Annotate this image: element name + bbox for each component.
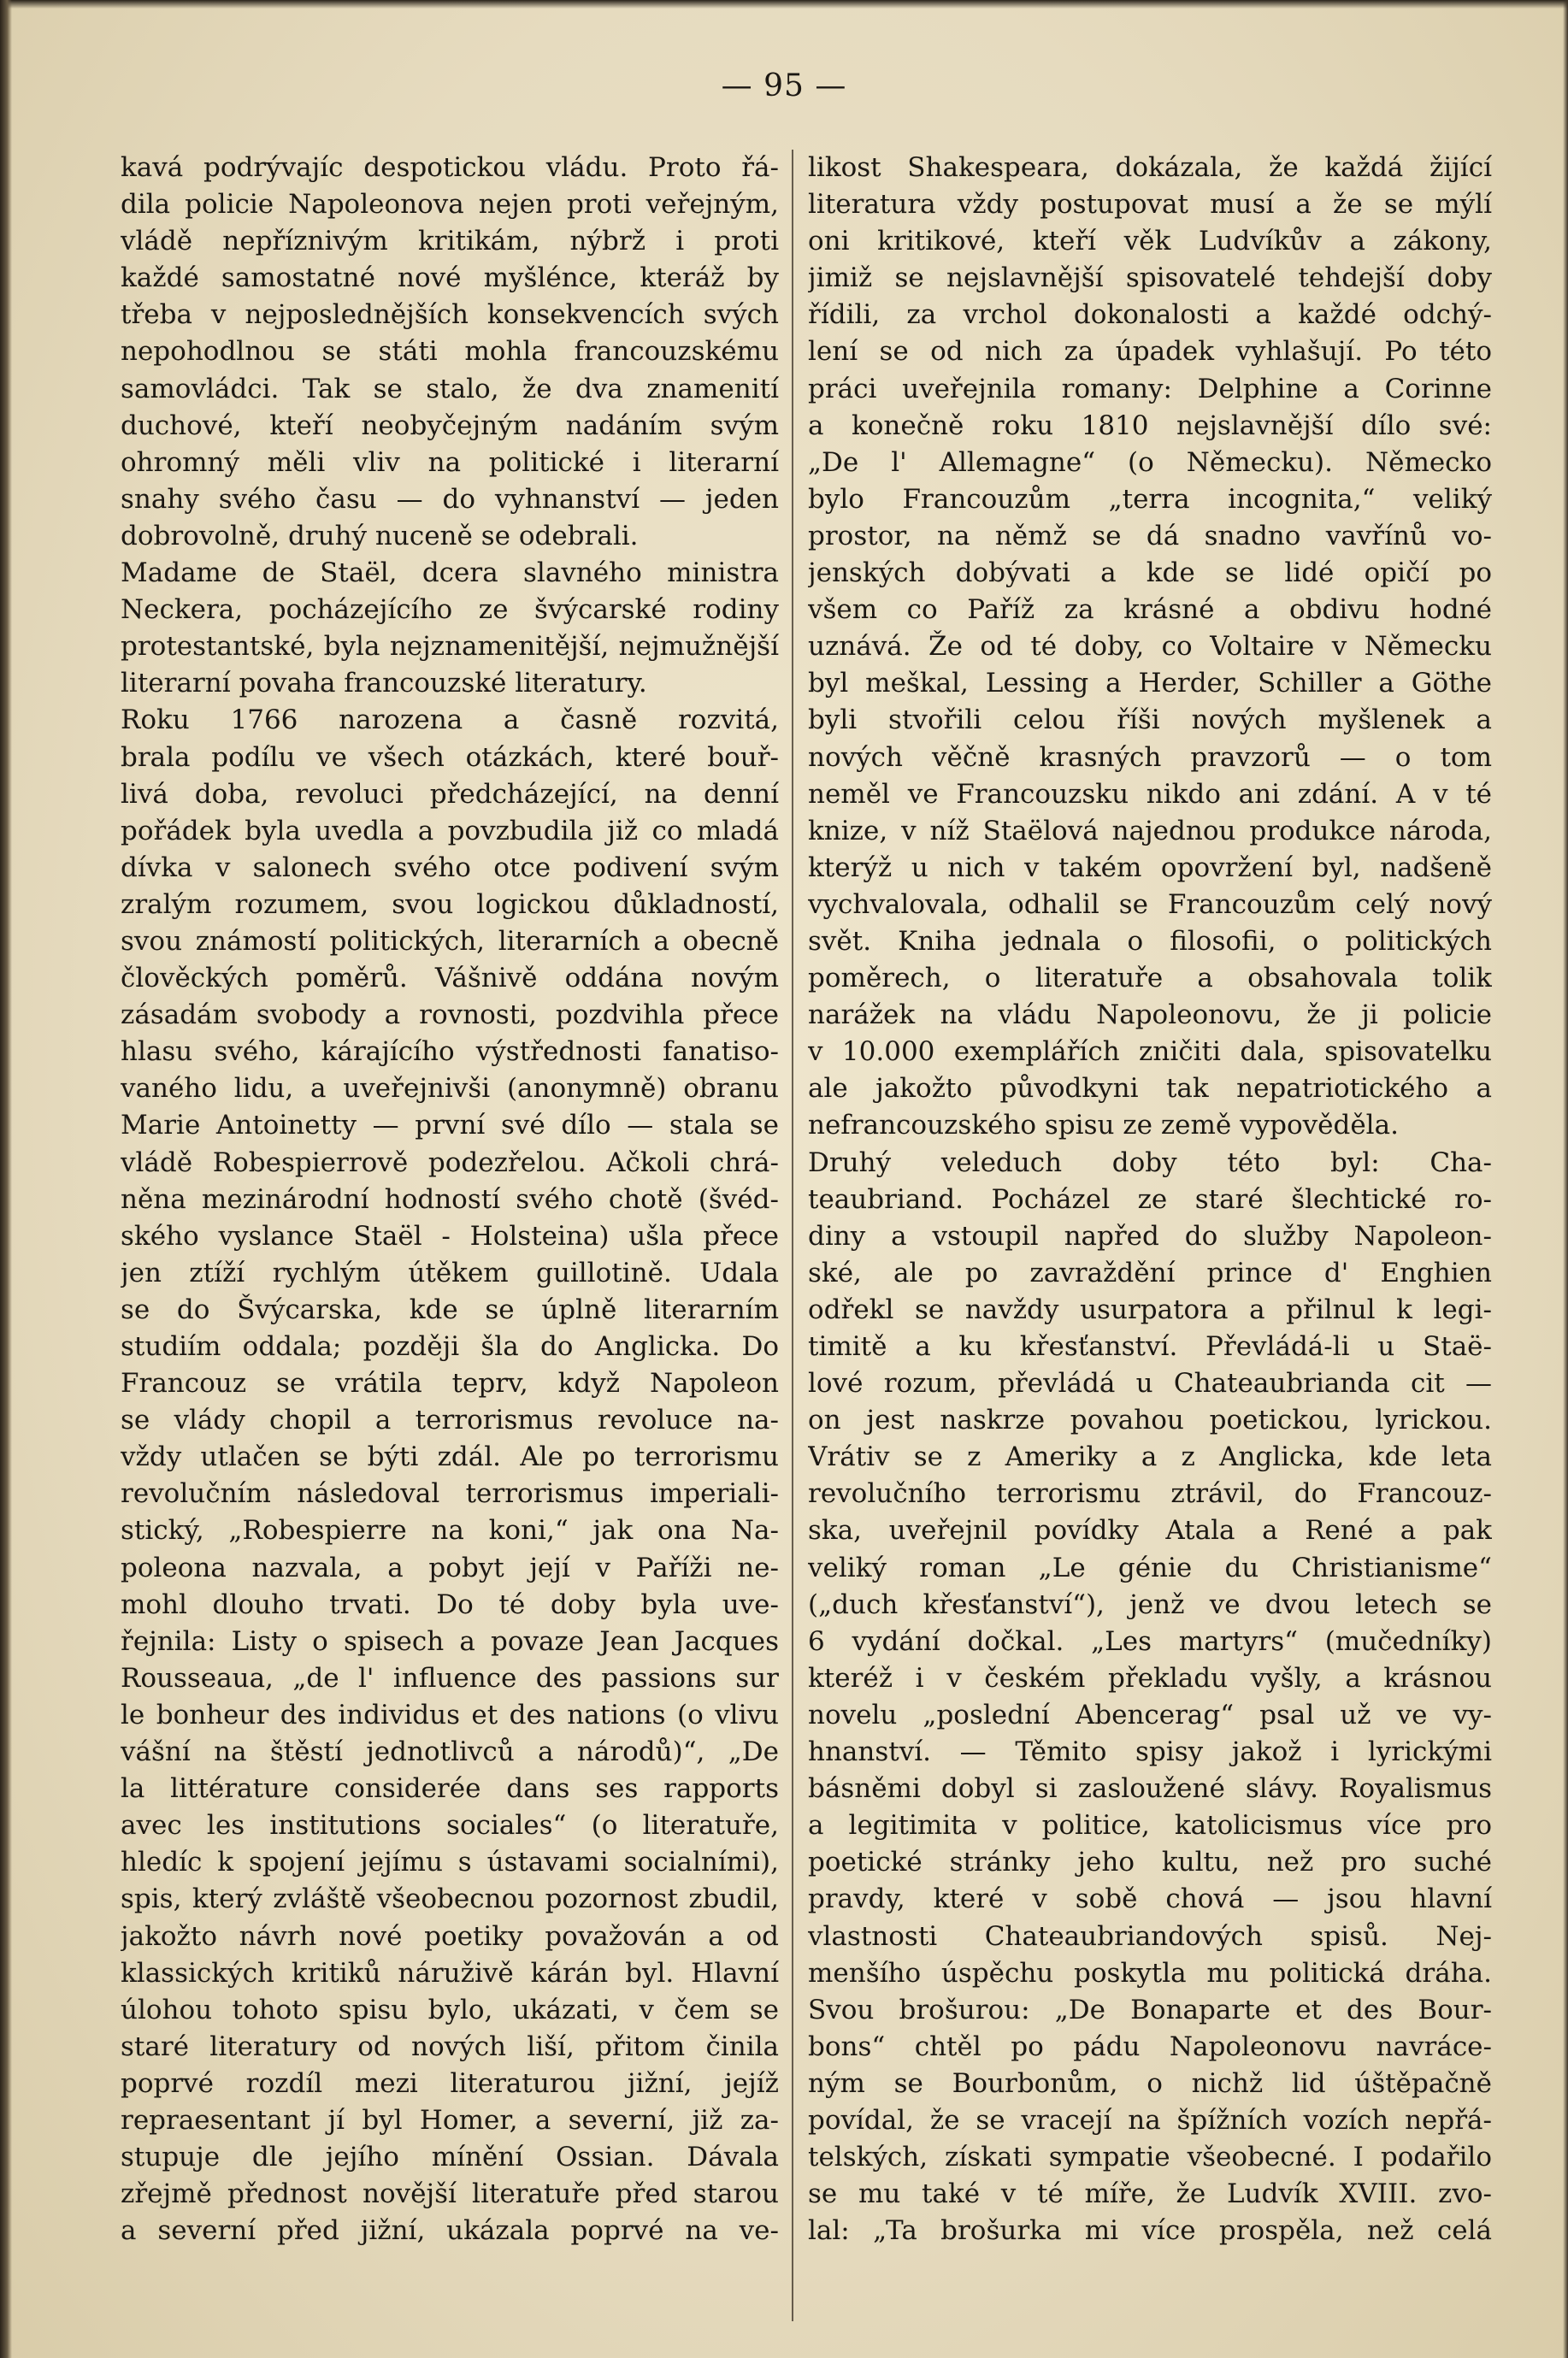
text-line: se do Švýcarska, kde se úplně literarním [121, 1294, 779, 1325]
text-line: Francouz se vrátila teprv, když Napoleon [121, 1368, 779, 1400]
text-line: práci uveřejnila romany: Delphine a Corinne [808, 373, 1492, 404]
text-line: svět. Kniha jednala o filosofii, o politických [808, 925, 1492, 957]
text-line: duchové, kteří neobyčejným nadáním svým [121, 410, 779, 441]
text-line: svou známostí politických, literarních a obecně [121, 925, 779, 957]
text-line: ale jakožto původkyni tak nepatriotického a [808, 1073, 1492, 1105]
text-line: dobrovolně, druhý nuceně se odebrali. [121, 520, 639, 551]
text-line: v 10.000 exemplářích zničiti dala, spisovatelku [808, 1036, 1492, 1068]
text-line: básněmi dobyl si zasloužené slávy. Royalismus [808, 1773, 1492, 1805]
text-line: ského vyslance Staël - Holsteina) ušla přece [121, 1220, 779, 1252]
text-line: jen ztíží rychlým útěkem guillotině. Udala [121, 1257, 779, 1288]
text-line: mohl dlouho trvati. Do té doby byla uve- [121, 1589, 779, 1620]
text-line: hledíc k spojení jejímu s ústavami socialními), [121, 1847, 779, 1878]
text-line: vychvalovala, odhalil se Francouzům celý nový [808, 888, 1492, 920]
text-line: stický, „Robespierre na koni,“ jak ona Na- [121, 1515, 779, 1547]
text-line: každé samostatné nové myšlénce, kteráž by [121, 262, 779, 294]
text-line: literatura vždy postupovat musí a že se mýlí [808, 189, 1492, 221]
text-line: ské, ale po zavraždění prince d' Enghien [808, 1257, 1492, 1288]
page-top-edge-shadow [0, 0, 1568, 9]
text-line: Madame de Staël, dcera slavného ministra [121, 557, 779, 589]
text-line: le bonheur des individus et des nations (o vlivu [121, 1699, 779, 1730]
page-left-edge-shadow [0, 0, 12, 2358]
text-line: hnanství. — Těmito spisy jakož i lyrickými [808, 1736, 1492, 1768]
text-line: všem co Paříž za krásné a obdivu hodné [808, 594, 1492, 626]
text-line: vždy utlačen se býti zdál. Ale po terrorismu [121, 1441, 779, 1473]
text-line: klassických kritiků náruživě kárán byl. Hlavní [121, 1957, 779, 1989]
text-line: Svou brošurou: „De Bonaparte et des Bour- [808, 1994, 1492, 2025]
text-line: samovládci. Tak se stalo, že dva znamenití [121, 373, 779, 404]
text-line: veliký roman „Le génie du Christianisme“ [808, 1552, 1492, 1583]
text-line: kteréž i v českém překladu vyšly, a krásnou [808, 1662, 1492, 1694]
text-line: něna mezinárodní hodností svého chotě (švéd- [121, 1183, 779, 1215]
text-line: povídal, že se vracejí na špížních vozích nepřá- [808, 2104, 1492, 2136]
text-line: lové rozum, převládá u Chateaubrianda cit — [808, 1368, 1492, 1400]
page-right-edge-shadow [1563, 0, 1568, 2358]
text-line: novelu „poslední Abencerag“ psal už ve vy- [808, 1699, 1492, 1730]
text-line: bylo Francouzům „terra incognita,“ veliký [808, 483, 1492, 515]
text-line: a konečně roku 1810 nejslavnější dílo své: [808, 410, 1492, 441]
text-line: vládě Robespierrově podezřelou. Ačkoli chrá- [121, 1147, 779, 1178]
text-line: vlastnosti Chateaubriandových spisů. Nej- [808, 1920, 1492, 1952]
text-line: likost Shakespeara, dokázala, že každá žijící [808, 152, 1492, 183]
text-line: teaubriand. Pocházel ze staré šlechtické ro- [808, 1183, 1492, 1215]
text-line: kavá podrývajíc despotickou vládu. Proto řá- [121, 152, 779, 183]
text-line: zřejmě přednost novější literatuře před starou [121, 2178, 779, 2210]
text-line: staré literatury od nových liší, přitom činila [121, 2031, 779, 2062]
text-line: studiím oddala; později šla do Anglicka. Do [121, 1331, 779, 1362]
text-line: dila policie Napoleonova nejen proti veřejným, [121, 189, 779, 221]
text-line: avec les institutions sociales“ (o literatuře, [121, 1810, 779, 1842]
text-line: ska, uveřejnil povídky Atala a René a pak [808, 1515, 1492, 1547]
text-line: ným se Bourbonům, o nichž lid úštěpačně [808, 2067, 1492, 2099]
text-line: narážek na vládu Napoleonovu, že ji policie [808, 999, 1492, 1031]
text-line: protestantské, byla nejznamenitější, nejmužnější [121, 631, 779, 663]
text-line: literarní povaha francouzské literatury. [121, 668, 647, 699]
text-line: člověckých poměrů. Vášnivě oddána novým [121, 963, 779, 994]
text-line: ohromný měli vliv na politické i literarní [121, 446, 779, 478]
text-line: jenských dobývati a kde se lidé opičí po [808, 557, 1492, 589]
text-line: Neckera, pocházejícího ze švýcarské rodiny [121, 594, 779, 626]
text-line: nefrancouzského spisu ze země vypověděla. [808, 1110, 1399, 1141]
text-line: poměrech, o literatuře a obsahovala tolik [808, 963, 1492, 994]
text-line: neměl ve Francouzsku nikdo ani zdání. A v té [808, 778, 1492, 810]
column-divider [792, 150, 793, 2321]
text-line: la littérature considerée dans ses rapports [121, 1773, 779, 1805]
text-line: byli stvořili celou říši nových myšlenek a [808, 704, 1492, 736]
text-line: nepohodlnou se státi mohla francouzskému [121, 336, 779, 368]
text-line: repraesentant jí byl Homer, a severní, již za- [121, 2104, 779, 2136]
text-line: menšího úspěchu poskytla mu politická dráha. [808, 1957, 1492, 1989]
text-line: uznává. Že od té doby, co Voltaire v Německu [808, 631, 1492, 663]
text-line: pravdy, které v sobě chová — jsou hlavní [808, 1883, 1492, 1915]
text-line: oni kritikové, kteří věk Ludvíkův a zákony, [808, 226, 1492, 257]
text-line: Marie Antoinetty — první své dílo — stala se [121, 1110, 779, 1141]
text-line: řejnila: Listy o spisech a povaze Jean Jacques [121, 1625, 779, 1657]
text-line: a legitimita v politice, katolicismus více pro [808, 1810, 1492, 1842]
text-line: lení se od nich za úpadek vyhlašují. Po této [808, 336, 1492, 368]
text-line: kterýž u nich v takém opovržení byl, nadšeně [808, 852, 1492, 883]
text-line: revolučního terrorismu ztrávil, do Francouz- [808, 1478, 1492, 1510]
text-line: poetické stránky jeho kultu, než pro suché [808, 1847, 1492, 1878]
text-line: knize, v níž Staëlová najednou produkce národa, [808, 815, 1492, 846]
text-line: timitě a ku křesťanství. Převládá-li u Staë- [808, 1331, 1492, 1362]
text-line: vládě nepříznivým kritikám, nýbrž i proti [121, 226, 779, 257]
text-line: stupuje dle jejího mínění Ossian. Dávala [121, 2142, 779, 2173]
text-line: brala podílu ve všech otázkách, které bouř- [121, 741, 779, 773]
text-line: dívka v salonech svého otce podivení svým [121, 852, 779, 883]
text-line: („duch křesťanství“), jenž ve dvou letech se [808, 1589, 1492, 1620]
text-line: řídili, za vrchol dokonalosti a každé odchý- [808, 299, 1492, 331]
text-line: Vrátiv se z Ameriky a z Anglicka, kde leta [808, 1441, 1492, 1473]
right-text-column [808, 150, 1492, 2338]
text-line: telských, získati sympatie všeobecné. I podařilo [808, 2142, 1492, 2173]
text-line: revolučním následoval terrorismus imperiali- [121, 1478, 779, 1510]
text-line: poleona nazvala, a pobyt její v Paříži ne- [121, 1552, 779, 1583]
text-line: jakožto návrh nové poetiky považován a od [121, 1920, 779, 1952]
left-text-column [121, 150, 779, 2338]
text-line: jimiž se nejslavnější spisovatelé tehdejší doby [808, 262, 1492, 294]
text-line: poprvé rozdíl mezi literaturou jižní, jejíž [121, 2067, 779, 2099]
text-line: spis, který zvláště všeobecnou pozornost zbudil, [121, 1883, 779, 1915]
text-line: se vlády chopil a terrorismus revoluce na- [121, 1405, 779, 1436]
text-line: třeba v nejposlednějších konsekvencích svých [121, 299, 779, 331]
text-line: snahy svého času — do vyhnanství — jeden [121, 483, 779, 515]
text-line: prostor, na němž se dá snadno vavřínů vo- [808, 520, 1492, 551]
text-line: 6 vydání dočkal. „Les martyrs“ (mučedníky) [808, 1625, 1492, 1657]
text-line: Druhý veleduch doby této byl: Cha- [808, 1147, 1492, 1178]
text-line: „De l' Allemagne“ (o Německu). Německo [808, 446, 1492, 478]
text-line: lal: „Ta brošurka mi více prospěla, než celá [808, 2215, 1492, 2247]
text-line: on jest naskrze povahou poetickou, lyrickou. [808, 1405, 1492, 1436]
text-line: bons“ chtěl po pádu Napoleonovu navrácе- [808, 2031, 1492, 2062]
text-line: hlasu svého, kárajícího výstřednosti fanatiso- [121, 1036, 779, 1068]
text-line: se mu také v té míře, že Ludvík XVIII. zvo- [808, 2178, 1492, 2210]
text-line: zralým rozumem, svou logickou důkladností, [121, 888, 779, 920]
page-number: — 95 — [721, 68, 847, 103]
text-line: a severní před jižní, ukázala poprvé na ve- [121, 2215, 779, 2247]
text-line: nových věčně krasných pravzorů — o tom [808, 741, 1492, 773]
text-line: diny a vstoupil napřed do služby Napoleon- [808, 1220, 1492, 1252]
text-line: livá doba, revoluci předcházející, na denní [121, 778, 779, 810]
text-line: úlohou tohoto spisu bylo, ukázati, v čem se [121, 1994, 779, 2025]
text-line: vaného lidu, a uveřejnivši (anonymně) obranu [121, 1073, 779, 1105]
text-line: odřekl se navždy usurpatora a přilnul k legi- [808, 1294, 1492, 1325]
text-line: zásadám svobody a rovnosti, pozdvihla přece [121, 999, 779, 1031]
text-line: Rousseaua, „de l' influence des passions sur [121, 1662, 779, 1694]
text-line: pořádek byla uvedla a povzbudila již co mladá [121, 815, 779, 846]
text-line: vášní na štěstí jednotlivců a národů)“, „De [121, 1736, 779, 1768]
text-line: byl meškal, Lessing a Herder, Schiller a Göthe [808, 668, 1492, 699]
text-line: Roku 1766 narozena a časně rozvitá, [121, 704, 779, 736]
